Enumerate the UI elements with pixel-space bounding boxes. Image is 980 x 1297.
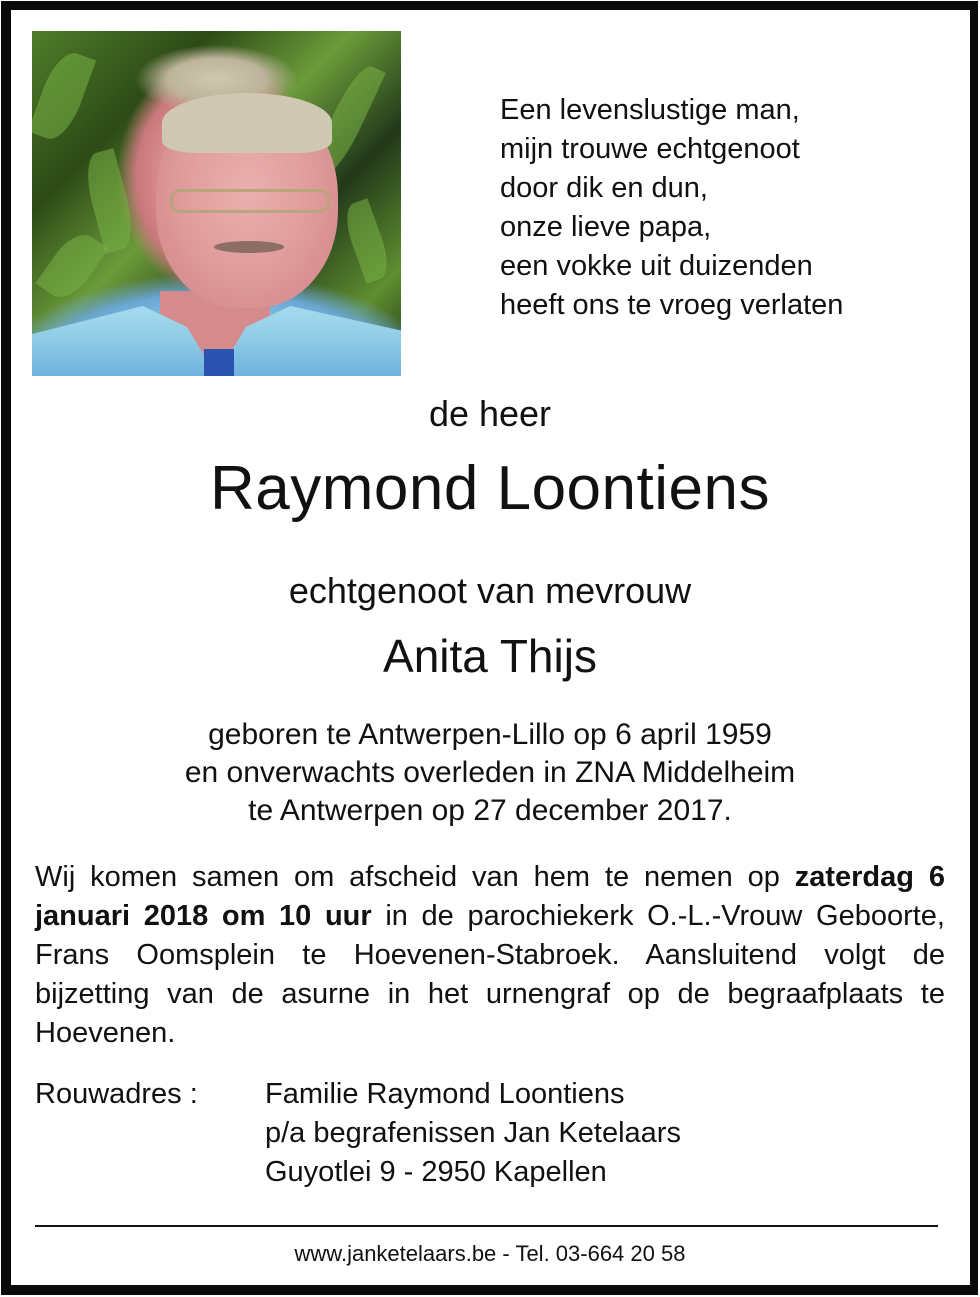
ceremony-datetime: zaterdag 6 januari 2018 om 10 uur bbox=[35, 861, 945, 932]
ceremony-details bbox=[35, 858, 945, 1053]
poem-line: een vokke uit duizenden bbox=[500, 250, 813, 282]
life-dates bbox=[0, 716, 980, 830]
spouse-lead: echtgenoot van mevrouw bbox=[288, 570, 692, 611]
foliage-shape bbox=[32, 47, 96, 145]
poem-line: mijn trouwe echtgenoot bbox=[500, 133, 800, 165]
spouse-name: Anita Thijs bbox=[383, 630, 597, 682]
deceased-title: de heer bbox=[428, 393, 552, 434]
ceremony-intro: Wij komen samen om afscheid van hem te nemen op bbox=[35, 861, 795, 893]
portrait-hair bbox=[162, 93, 332, 153]
address-lines bbox=[265, 1075, 681, 1192]
footer-divider bbox=[35, 1225, 938, 1227]
death-line: en onverwachts overleden in ZNA Middelheim bbox=[184, 756, 796, 789]
portrait-mustache bbox=[214, 241, 284, 253]
birth-line: geboren te Antwerpen-Lillo op 6 april 1959 bbox=[208, 718, 772, 751]
address-label: Rouwadres : bbox=[35, 1078, 198, 1110]
ceremony-location: in de parochiekerk O.-L.-Vrouw Geboorte, Frans Oomsplein te Hoevenen-Stabroek. Aansluitend volgt de bijzetting van de asurne in het urnengraf op de begraafplaats te Hoevenen. bbox=[35, 900, 945, 1049]
deceased-name: Raymond Loontiens bbox=[210, 454, 770, 523]
poem bbox=[500, 91, 920, 325]
foliage-shape bbox=[339, 198, 395, 283]
portrait-shirt-placket bbox=[204, 349, 234, 376]
death-place-line: te Antwerpen op 27 december 2017. bbox=[248, 794, 732, 827]
portrait-photo bbox=[32, 31, 401, 376]
poem-line: heeft ons te vroeg verlaten bbox=[500, 289, 844, 321]
poem-line: onze lieve papa, bbox=[500, 211, 712, 243]
address-line: Guyotlei 9 - 2950 Kapellen bbox=[265, 1156, 607, 1188]
portrait-glasses bbox=[170, 189, 330, 213]
foliage-shape bbox=[36, 226, 109, 306]
address-line: p/a begrafenissen Jan Ketelaars bbox=[265, 1117, 681, 1149]
address-line: Familie Raymond Loontiens bbox=[265, 1078, 625, 1110]
poem-line: Een levenslustige man, bbox=[500, 94, 800, 126]
footer-contact: www.janketelaars.be - Tel. 03-664 20 58 bbox=[294, 1241, 686, 1266]
poem-line: door dik en dun, bbox=[500, 172, 708, 204]
